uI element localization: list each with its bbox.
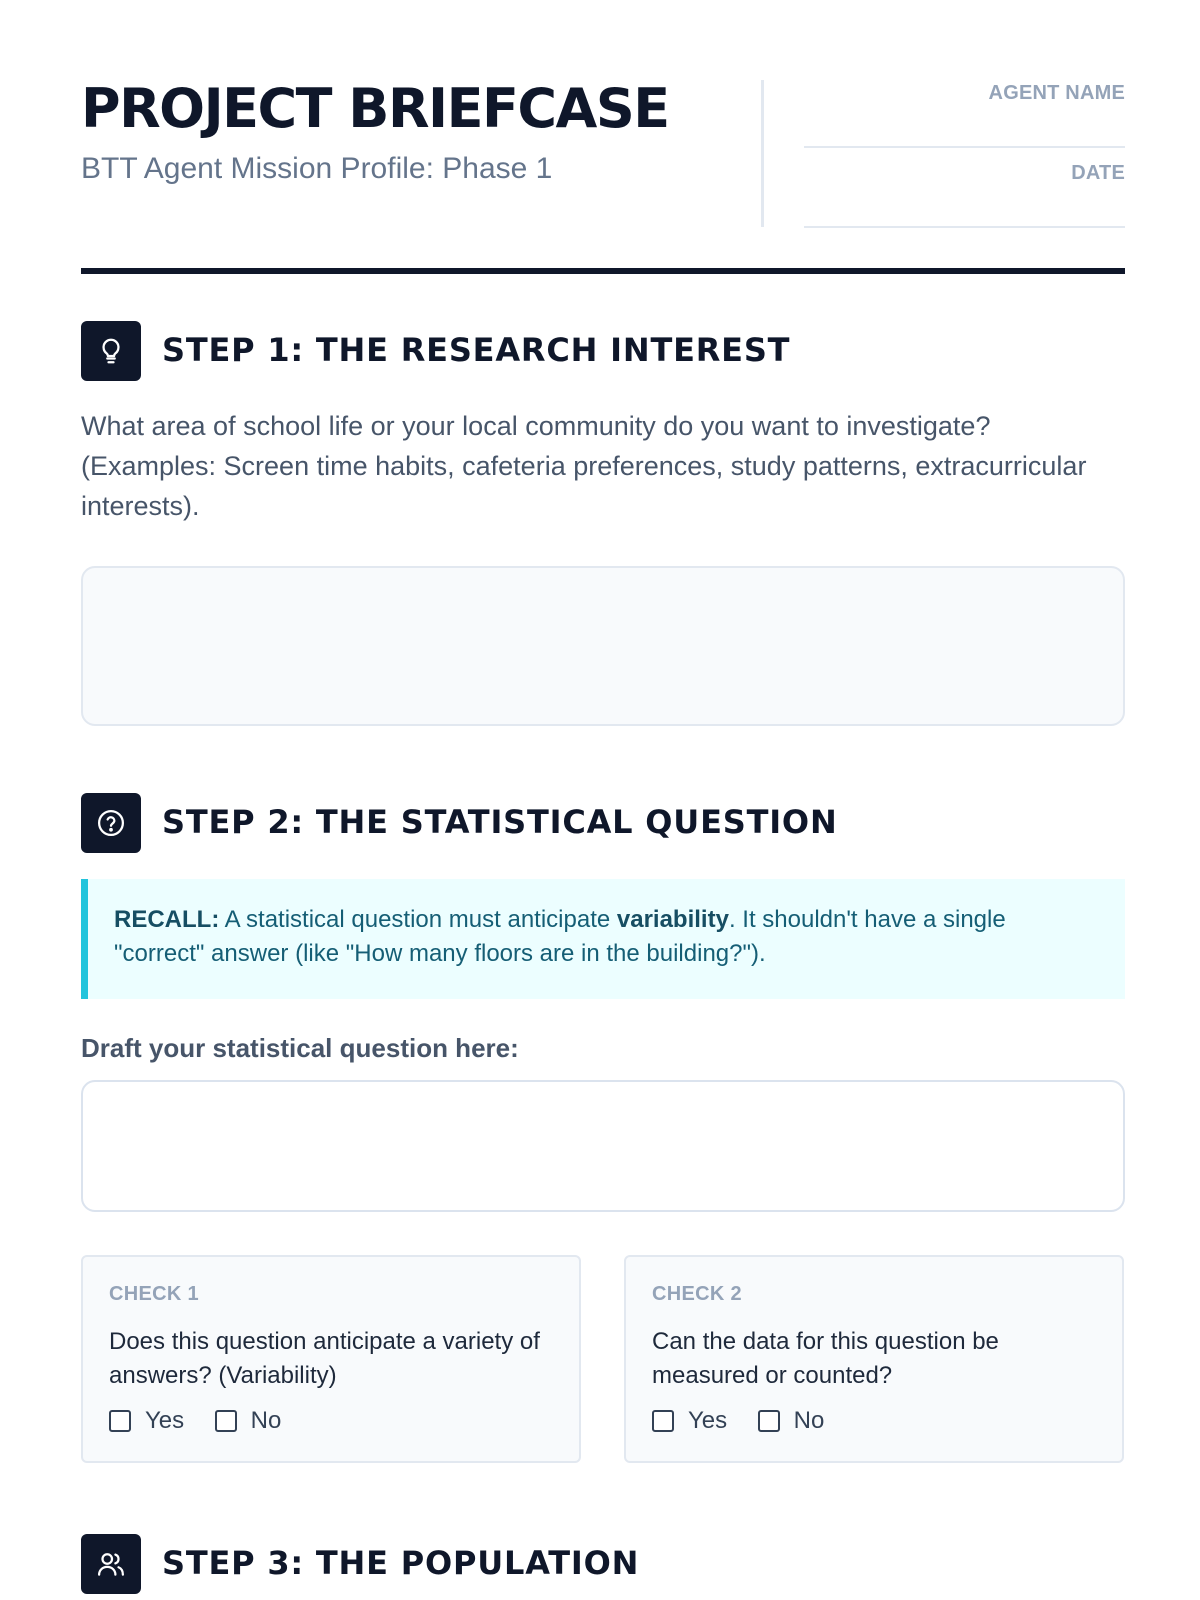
step1-heading	[81, 321, 1125, 381]
recall-text-before: A statistical question must anticipate	[219, 906, 617, 933]
page-title: PROJECT BRIEFCASE	[81, 77, 669, 140]
step2-heading	[81, 793, 1125, 853]
check-2-no-option[interactable]	[758, 1407, 825, 1435]
check-card-2	[624, 1255, 1124, 1463]
check-2-label: CHECK 2	[652, 1283, 742, 1305]
date-field[interactable]	[804, 160, 1125, 228]
check-1-yes-option[interactable]	[109, 1407, 184, 1435]
step2-title: STEP 2: THE STATISTICAL QUESTION	[162, 803, 838, 841]
check-1-yes-checkbox[interactable]	[109, 1410, 131, 1432]
check-2-yes-label: Yes	[688, 1407, 728, 1434]
check-2-yes-option[interactable]	[652, 1407, 727, 1435]
step3-title: STEP 3: THE POPULATION	[162, 1544, 640, 1582]
check-2-no-label: No	[793, 1407, 825, 1434]
recall-text	[114, 903, 1085, 971]
agent-name-field[interactable]	[804, 80, 1125, 148]
step3-heading	[81, 1534, 1125, 1594]
draft-question-label: Draft your statistical question here:	[81, 1033, 519, 1063]
check-1-question: Does this question anticipate a variety of answers? (Variability)	[109, 1328, 540, 1389]
users-icon	[81, 1534, 141, 1594]
check-1-options	[109, 1407, 307, 1437]
agent-name-label: AGENT NAME	[988, 82, 1125, 104]
check-1-label: CHECK 1	[109, 1283, 199, 1305]
date-label: DATE	[1071, 162, 1125, 184]
check-card-1	[81, 1255, 581, 1463]
statistical-question-input[interactable]	[81, 1080, 1125, 1212]
question-circle-icon	[81, 793, 141, 853]
check-2-yes-checkbox[interactable]	[652, 1410, 674, 1432]
header-rule	[81, 268, 1125, 274]
header-divider	[761, 80, 764, 227]
check-2-question: Can the data for this question be measured or counted?	[652, 1328, 999, 1389]
recall-callout	[81, 879, 1125, 999]
worksheet-page	[81, 0, 1125, 1582]
lightbulb-icon	[81, 321, 141, 381]
recall-text-after: . It shouldn't have a single "correct" answer (like "How many floors are in the building?").	[114, 906, 1006, 967]
check-1-no-option[interactable]	[215, 1407, 282, 1435]
recall-label: RECALL:	[114, 906, 220, 933]
check-2-options	[652, 1407, 850, 1437]
research-interest-input[interactable]	[81, 566, 1125, 726]
check-1-no-checkbox[interactable]	[215, 1410, 237, 1432]
step1-title: STEP 1: THE RESEARCH INTEREST	[162, 331, 791, 369]
check-1-no-label: No	[250, 1407, 282, 1434]
header	[81, 0, 1125, 275]
recall-emphasis: variability	[616, 906, 729, 933]
check-1-yes-label: Yes	[145, 1407, 185, 1434]
page-subtitle: BTT Agent Mission Profile: Phase 1	[81, 152, 553, 185]
check-2-no-checkbox[interactable]	[758, 1410, 780, 1432]
step1-prompt: What area of school life or your local community do you want to investigate? (Examples: Screen time habits, cafeteria preferences, study patterns, extracurricular interests).	[81, 411, 1087, 521]
